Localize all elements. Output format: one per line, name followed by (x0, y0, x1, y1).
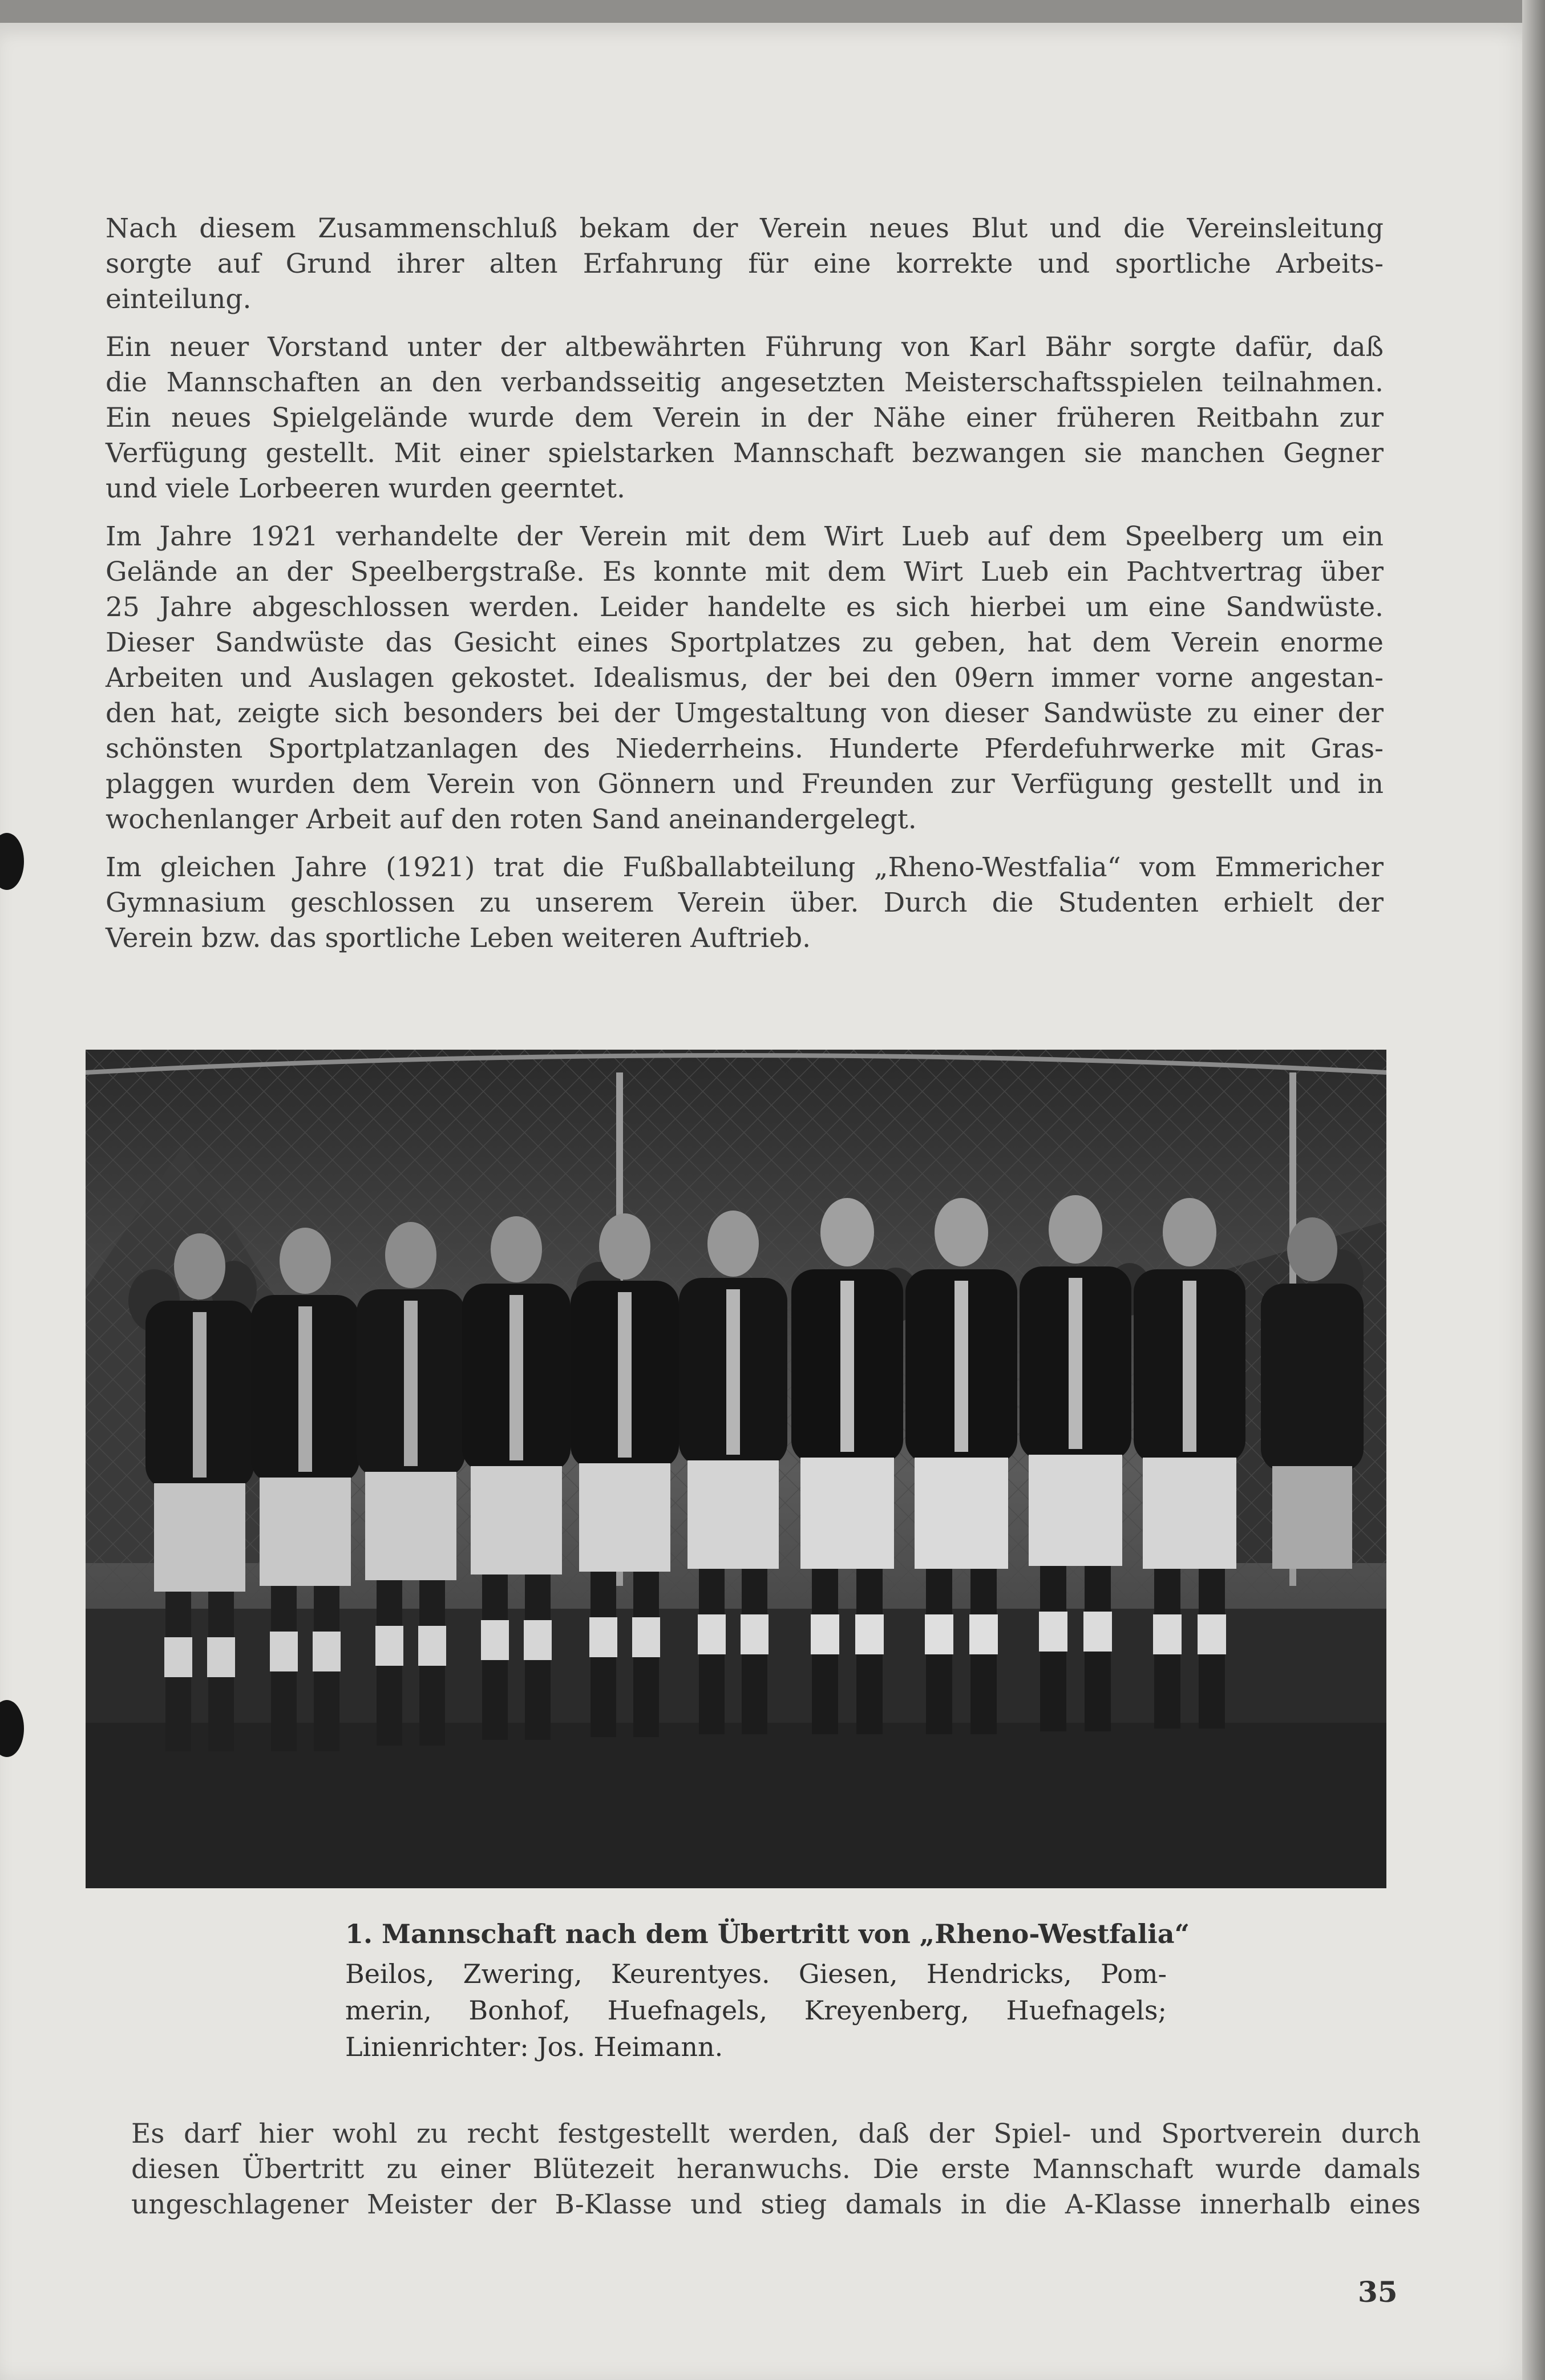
text-line: die Mannschaften an den verbandsseitig angesetzten Meisterschaftsspielen teilnahmen. (106, 367, 1384, 398)
team-photo-illustration (86, 1050, 1386, 1888)
text-line: den hat, zeigte sich besonders bei der Umgestaltung von dieser Sandwüste zu einer der (106, 698, 1384, 729)
photo-caption (345, 1916, 1190, 2065)
text-line: Gymnasium geschlossen zu unserem Verein über. Durch die Studenten erhielt der (106, 887, 1384, 918)
text-line: Ein neues Spielgelände wurde dem Verein in der Nähe einer früheren Reitbahn zur (106, 402, 1384, 434)
text-line: Gelände an der Speelbergstraße. Es konnte mit dem Wirt Lueb ein Pachtvertrag über (106, 556, 1384, 588)
text-line: plaggen wurden dem Verein von Gönnern und Freunden zur Verfügung gestellt und in (106, 768, 1384, 800)
paragraph-4 (106, 850, 1384, 956)
text-line: Arbeiten und Auslagen gekostet. Idealismus, der bei den 09ern immer vorne angestan- (106, 662, 1384, 694)
text-line: Es darf hier wohl zu recht festgestellt werden, daß der Spiel- und Sportverein durch (131, 2118, 1421, 2150)
paragraph-5 (131, 2116, 1421, 2223)
page-number: 35 (1358, 2275, 1398, 2309)
main-text-top (106, 211, 1384, 969)
paragraph-2 (106, 330, 1384, 507)
text-line: schönsten Sportplatzanlagen des Niederrheins. Hunderte Pferdefuhrwerke mit Gras- (106, 733, 1384, 764)
caption-line: merin, Bonhof, Huefnagels, Kreyenberg, Huefnagels; (345, 1995, 1167, 2026)
paragraph-1 (106, 211, 1384, 317)
main-text-bottom (131, 2116, 1421, 2235)
text-line: Verfügung gestellt. Mit einer spielstarken Mannschaft bezwangen sie manchen Gegner (106, 438, 1384, 469)
caption-line: Linienrichter: Jos. Heimann. (345, 2031, 723, 2062)
text-line: Ein neuer Vorstand unter der altbewährten Führung von Karl Bähr sorgte dafür, daß (106, 331, 1384, 363)
paragraph-3 (106, 519, 1384, 837)
text-line: Im gleichen Jahre (1921) trat die Fußballabteilung „Rheno-Westfalia“ vom Emmericher (106, 852, 1384, 883)
page-edge-shadow (1522, 0, 1545, 2380)
caption-names (345, 1956, 1167, 2065)
text-line: und viele Lorbeeren wurden geerntet. (106, 473, 625, 504)
text-line: ungeschlagener Meister der B-Klasse und stieg damals in die A-Klasse innerhalb eines (131, 2189, 1421, 2220)
text-line: 25 Jahre abgeschlossen werden. Leider handelte es sich hierbei um eine Sandwüste. (106, 592, 1384, 623)
text-line: Nach diesem Zusammenschluß bekam der Verein neues Blut und die Vereinsleitung (106, 213, 1384, 244)
text-line: Dieser Sandwüste das Gesicht eines Sportplatzes zu geben, hat dem Verein enorme (106, 627, 1384, 658)
caption-line: Beilos, Zwering, Keurentyes. Giesen, Hendricks, Pom- (345, 1958, 1167, 1989)
caption-title: 1. Mannschaft nach dem Übertritt von „Rheno-Westfalia“ (345, 1918, 1190, 1949)
book-page (0, 23, 1535, 2380)
text-line: wochenlanger Arbeit auf den roten Sand aneinandergelegt. (106, 804, 917, 835)
text-line: Verein bzw. das sportliche Leben weiteren Auftrieb. (106, 922, 811, 954)
team-photo (86, 1050, 1386, 1888)
text-line: Im Jahre 1921 verhandelte der Verein mit dem Wirt Lueb auf dem Speelberg um ein (106, 521, 1384, 552)
text-line: sorgte auf Grund ihrer alten Erfahrung für eine korrekte und sportliche Arbeits- (106, 248, 1384, 280)
text-line: diesen Übertritt zu einer Blütezeit heranwuchs. Die erste Mannschaft wurde damals (131, 2154, 1421, 2185)
text-line: einteilung. (106, 284, 252, 315)
